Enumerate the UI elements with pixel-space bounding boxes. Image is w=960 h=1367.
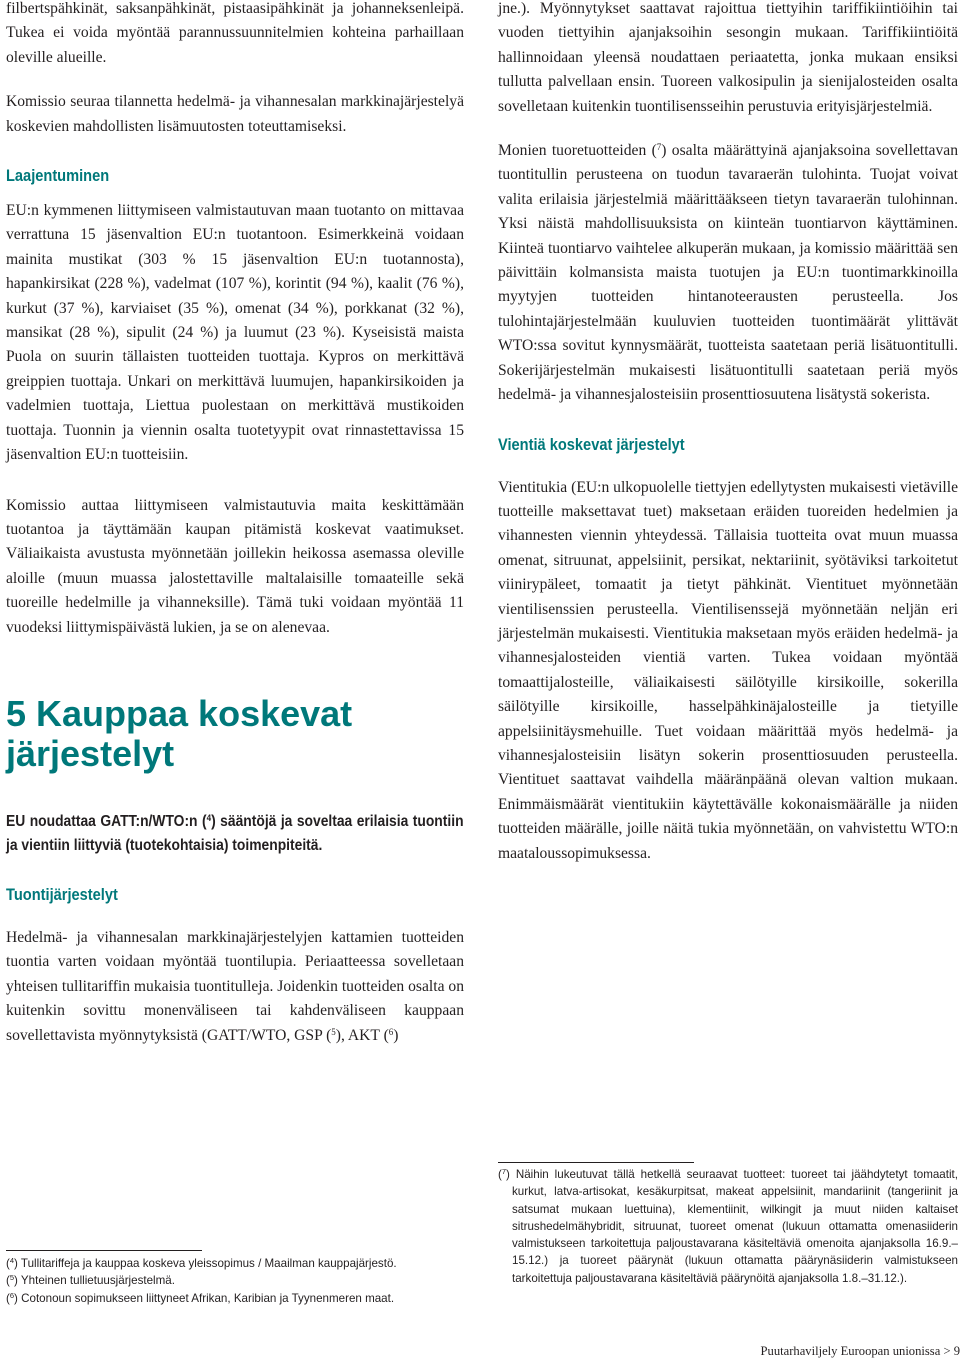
page-footer: Puutarhaviljely Euroopan unionissa > 9 — [760, 1344, 960, 1358]
right-column — [498, 0, 958, 866]
footnote-rule-left — [6, 1250, 202, 1251]
lead-paragraph: EU noudattaa GATT:n/WTO:n ($^4$) sääntöjä ja soveltaa erilaisia tuontiin ja vientiin liittyviä (tuotekohtaisia) toimenpiteitä. — [6, 812, 464, 854]
footnote-6: ($^6$) Cotonoun sopimukseen liittyneet Afrikan, Karibian ja Tyynenmeren maat. — [6, 1290, 395, 1305]
footnotes-right — [498, 1166, 958, 1287]
paragraph-import: Hedelmä- ja vihannesalan markkinajärjestelyjen kattamien tuotteiden tuontia varten voidaan myöntää tuontilupia. Periaatteessa sovelletaan yhteisen tullitariffin mukaisia tuontitulleja. Joidenkin tuotteiden osalta on kuitenkin sovittu monenväliseen tai kahdenväliseen kauppaan sovellettavista myönnytyksistä (GATT/WTO, GSP ($^5$), AKT ($^6$) — [6, 928, 464, 1044]
footnote-5: ($^5$) Yhteinen tullietuusjärjestelmä. — [6, 1273, 175, 1288]
paragraph-assist: Komissio auttaa liittymiseen valmistautuvia maita keskittämään tuotantoa ja täyttämään kaupan pitämistä koskevat vaatimukset. Väliaikaista avustusta myönnetään joillekin heikossa asemassa oleville aloille (muun muassa jalostettaville maltalaisille tomaateille sekä tuoreille hedelmille ja vihanneksille). Tämä tuki voidaan myöntää 11 vuodeksi liittymispäivästä lukien, ja se on alenevaa. — [6, 496, 464, 636]
heading-export: Vientiä koskevat järjestelyt — [498, 434, 685, 454]
footnotes-left — [6, 1255, 464, 1307]
footnote-4: ($^4$) Tullitariffeja ja kauppaa koskeva yleissopimus / Maailman kauppajärjestö. — [6, 1256, 397, 1270]
footnote-7: ($^7$) Näihin lukeutuvat tällä hetkellä seuraavat tuotteet: tuoreet tai jäähdytetyt tomaatit, kurkut, latva-artisokat, kesäkurpitsat, makeat appelsiinit, mandariinit (tangeriinit ja satsumat mukaan luettuina), klementiinit, wilkingit ja muut niiden kaltaiset sitrushedelmähybridit, sitruunat, tuoreet omenat (lukuun ottamatta omenasiiderin valmistukseen tarkoitettuja paljoustavarana käsiteltäviä omenoita ajanjaksolla 16.9.–15.12.) ja tuoreet päärynät (lukuun ottamatta päärynäsiiderin valmistukseen tarkoitettuja paljoustavarana käsiteltäviä päärynöitä ajanjaksolla 1.8.–31.12.). — [498, 1167, 958, 1285]
chapter-title: 5 Kauppaa koskevat järjestelyt — [6, 692, 353, 774]
paragraph-export: Vientitukia (EU:n ulkopuolelle tiettyjen edellytysten mukaisesti vietäville tuotteille maksettavat tuet) maksetaan eräiden tuoreiden hedelmien ja vihannesten viennin yhteydessä. Tällaisia tuotteita ovat muun muassa omenat, sitruunat, appelsiinit, persikat, nektariinit, syötäviksi tarkoitetut viinirypäleet, tomaatit ja tietyt pähkinät. Vientituet myönnetään vientilisenssien perusteella. Vientilisenssejä myönnetään neljän eri järjestelmän mukaisesti. Vientitukia maksetaan myös eräiden hedelmä- ja vihannesjalosteiden vientiä varten. Tukea voidaan myöntää tomaattijalosteille, väliaikaisesti säilötyille kirsikoille, sokerilla säilötyille kirsikoille, hasselpähkinäjalosteille ja tietyille appelsiinitäysmehuille. Tuet voidaan määrittää myös hedelmä- ja vihannesjalosteisiin lisätyn sokerin prosenttiosuuden perusteella. Vientituet saattavat vaihdella määränpäänä olevan valtion mukaan. Enimmäismäärät vientitukiin käytettävälle kokonaismäärälle ja niiden tuotteiden määrälle, joille näitä tukia myönnetään, on vahvistettu WTO:n maataloussopimuksessa. — [498, 478, 958, 862]
paragraph-entry-price: Monien tuoretuotteiden ($^7$) osalta määrättyinä ajanjaksoina sovellettavan tuontitullin perusteena on tuodun tavaraerän tulohinta. Tuojat voivat valita erilaisia järjestelmiä määrittääkseen tietyn tavaraerän tulohinnan. Yksi näistä mahdollisuuksista on kiinteän tuontiarvon käyttäminen. Kiinteä tuontiarvo vaihtelee alkuperän mukaan, ja komissio määrittää sen päivittäin kolmansista maista tuotujen ja EU:n tuontimarkkinoilla myytyjen tuotteiden hintanoteerausten perusteella. Jos tulohintajärjestelmään kuuluvien tuotteiden tuontimäärät ylittävät WTO:ssa sovitut kynnysmäärät, tuotteista saatetaan periä lisätuontitulli. Sokerijärjestelmän mukaisesti lisätuontitulli saatetaan periä myös hedelmä- ja vihannesjalosteisiin prosenttiosuutena lisätystä sokerista. — [498, 142, 958, 404]
footnote-rule-right — [498, 1162, 694, 1163]
paragraph-intro-end: filbertspähkinät, saksanpähkinät, pistaasipähkinät ja johanneksenleipä. Tukea ei voida myöntää parannussuunnitelmien kohteina parhaillaan oleville alueille. — [6, 0, 464, 66]
paragraph-commission: Komissio seuraa tilannetta hedelmä- ja vihannesalan markkinajärjestelyä koskevien mahdollisten lisämuutosten toteuttamiseksi. — [6, 93, 464, 135]
heading-enlargement: Laajentuminen — [6, 166, 110, 186]
paragraph-continuation: jne.). Myönnytykset saattavat rajoittua tiettyihin tariffikiintiöihin tai vuoden tiettyihin ajanjaksoihin sesongin mukaan. Tariffikiintiöitä hallinnoidaan yleensä noudattaen periaatetta, jonka mukaan ensiksi tullutta palvellaan ensin. Tuoreen valkosipulin ja sienijalosteiden osalta sovelletaan kuitenkin tuontilisensseihin perustuvia erityisjärjestelmiä. — [498, 0, 958, 115]
heading-import: Tuontijärjestelyt — [6, 884, 118, 904]
paragraph-enlargement: EU:n kymmenen liittymiseen valmistautuvan maan tuotanto on mittavaa verrattuna 15 jäsenvaltion EU:n tuotantoon. Esimerkkeinä voidaan mainita mustikat (303 % 15 jäsenvaltion EU:n tuotannosta), hapankirsikat (228 %), vadelmat (107 %), korintit (94 %), kaalit (76 %), kurkut (37 %), karviaiset (35 %), omenat (34 %), porkkanat (32 %), mansikat (28 %), sipulit (24 %) ja luumut (23 %). Kyseisistä maista Puola on suurin tällaisten tuotteiden tuottaja. Kypros on merkittävä greippien tuottaja. Unkari on merkittävä luumujen, hapankirsikoiden ja vadelmien tuottaja, Liettua puolestaan on merkittävä mustikoiden tuottaja. Tuonnin ja viennin osalta tuotetyypit ovat rinnastettavissa 15 jäsenvaltion EU:n tuotteisiin. — [6, 202, 464, 464]
left-column — [6, 0, 464, 1048]
